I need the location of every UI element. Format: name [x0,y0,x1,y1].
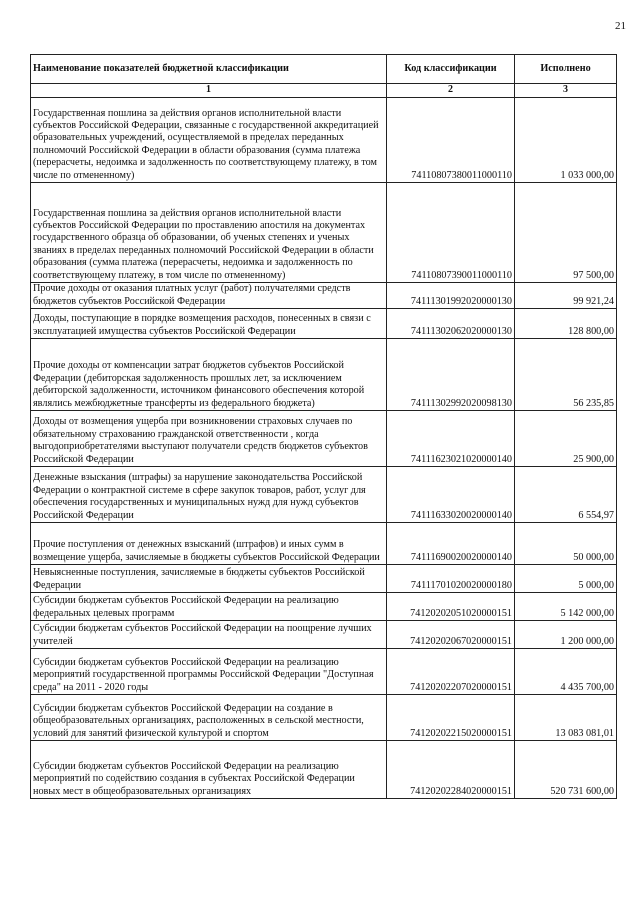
header-code: Код классификации [387,55,515,84]
row-name: Доходы, поступающие в порядке возмещения расходов, понесенных в связи с эксплуатацией имущества субъектов Российской Федерации [31,309,387,339]
row-name: Прочие доходы от оказания платных услуг (работ) получателями средств бюджетов субъектов Российской Федерации [31,283,387,309]
row-value: 50 000,00 [515,523,617,565]
row-name: Субсидии бюджетам субъектов Российской Федерации на реализацию мероприятий государственной программы Российской Федерации "Доступная среда" на 2011 - 2020 годы [31,649,387,695]
row-value: 25 900,00 [515,411,617,467]
row-code: 74111690020020000140 [387,523,515,565]
table-row [31,621,617,649]
row-value: 6 554,97 [515,467,617,523]
row-code: 74120202051020000151 [387,593,515,621]
table-row [31,649,617,695]
column-number-3: 3 [515,84,617,98]
row-code: 74111701020020000180 [387,565,515,593]
row-value: 1 033 000,00 [515,98,617,183]
row-code: 74110807380011000110 [387,98,515,183]
row-code: 74111301992020000130 [387,283,515,309]
row-value: 97 500,00 [515,183,617,283]
column-number-1: 1 [31,84,387,98]
row-code: 74111623021020000140 [387,411,515,467]
row-value: 1 200 000,00 [515,621,617,649]
row-code: 74120202284020000151 [387,741,515,799]
row-value: 5 142 000,00 [515,593,617,621]
row-code: 74111302062020000130 [387,309,515,339]
row-value: 99 921,24 [515,283,617,309]
table-row [31,565,617,593]
column-number-2: 2 [387,84,515,98]
row-code: 74120202215020000151 [387,695,515,741]
row-code: 74120202067020000151 [387,621,515,649]
row-name: Государственная пошлина за действия органов исполнительной власти субъектов Российской Федерации, связанные с государственной аккредитацией образовательных учреждений, осуществляемой в пределах переданных полномочий Российской Федерации в области образования (сумма платежа (перерасчеты, недоимка и задолженность по соответствующему платежу, в том числе по отмененному) [31,98,387,183]
row-name: Доходы от возмещения ущерба при возникновении страховых случаев по обязательному страхованию гражданской ответственности , когда выгодоприобретателями выступают получатели средств бюджетов субъектов Российской Федерации [31,411,387,467]
table-row [31,98,617,183]
table-row [31,183,617,283]
table-row [31,467,617,523]
table-row [31,339,617,411]
row-name: Невыясненные поступления, зачисляемые в бюджеты субъектов Российской Федерации [31,565,387,593]
row-name: Государственная пошлина за действия органов исполнительной власти субъектов Российской Федерации по проставлению апостиля на документах государственного образца об образовании, об ученых степенях и ученых званиях в пределах переданных полномочий Российской Федерации в области образования (сумма платежа (перерасчеты, недоимка и задолженность по соответствующему платежу, в том числе по отмененному) [31,183,387,283]
row-name: Субсидии бюджетам субъектов Российской Федерации на реализацию мероприятий по содействию создания в субъектах Российской Федерации новых мест в общеобразовательных организациях [31,741,387,799]
table-row [31,695,617,741]
row-name: Прочие поступления от денежных взысканий (штрафов) и иных сумм в возмещение ущерба, зачисляемые в бюджеты субъектов Российской Федерации [31,523,387,565]
column-number-row [31,84,617,98]
row-name: Субсидии бюджетам субъектов Российской Федерации на реализацию федеральных целевых программ [31,593,387,621]
row-name: Прочие доходы от компенсации затрат бюджетов субъектов Российской Федерации (дебиторская задолженность прошлых лет, за исключением дебиторской задолженности, источником финансового обеспечения которой являлись межбюджетные трансферты из федерального бюджета) [31,339,387,411]
header-value: Исполнено [515,55,617,84]
row-name: Субсидии бюджетам субъектов Российской Федерации на создание в общеобразовательных организациях, расположенных в сельской местности, условий для занятий физической культурой и спортом [31,695,387,741]
table-row [31,309,617,339]
table-row [31,411,617,467]
row-code: 74120202207020000151 [387,649,515,695]
table-row [31,593,617,621]
row-value: 520 731 600,00 [515,741,617,799]
row-value: 56 235,85 [515,339,617,411]
row-code: 74111633020020000140 [387,467,515,523]
row-code: 74111302992020098130 [387,339,515,411]
row-value: 13 083 081,01 [515,695,617,741]
row-value: 4 435 700,00 [515,649,617,695]
row-name: Субсидии бюджетам субъектов Российской Федерации на поощрение лучших учителей [31,621,387,649]
row-value: 128 800,00 [515,309,617,339]
header-name: Наименование показателей бюджетной классификации [31,55,387,84]
table-row [31,741,617,799]
table-header-row [31,55,617,84]
row-code: 74110807390011000110 [387,183,515,283]
row-name: Денежные взыскания (штрафы) за нарушение законодательства Российской Федерации о контрактной системе в сфере закупок товаров, работ, услуг для обеспечения государственных и муниципальных нужд для нужд субъектов Российской Федерации [31,467,387,523]
budget-classification-table [30,54,617,799]
table-row [31,523,617,565]
table-row [31,283,617,309]
page-number: 21 [615,20,626,32]
row-value: 5 000,00 [515,565,617,593]
